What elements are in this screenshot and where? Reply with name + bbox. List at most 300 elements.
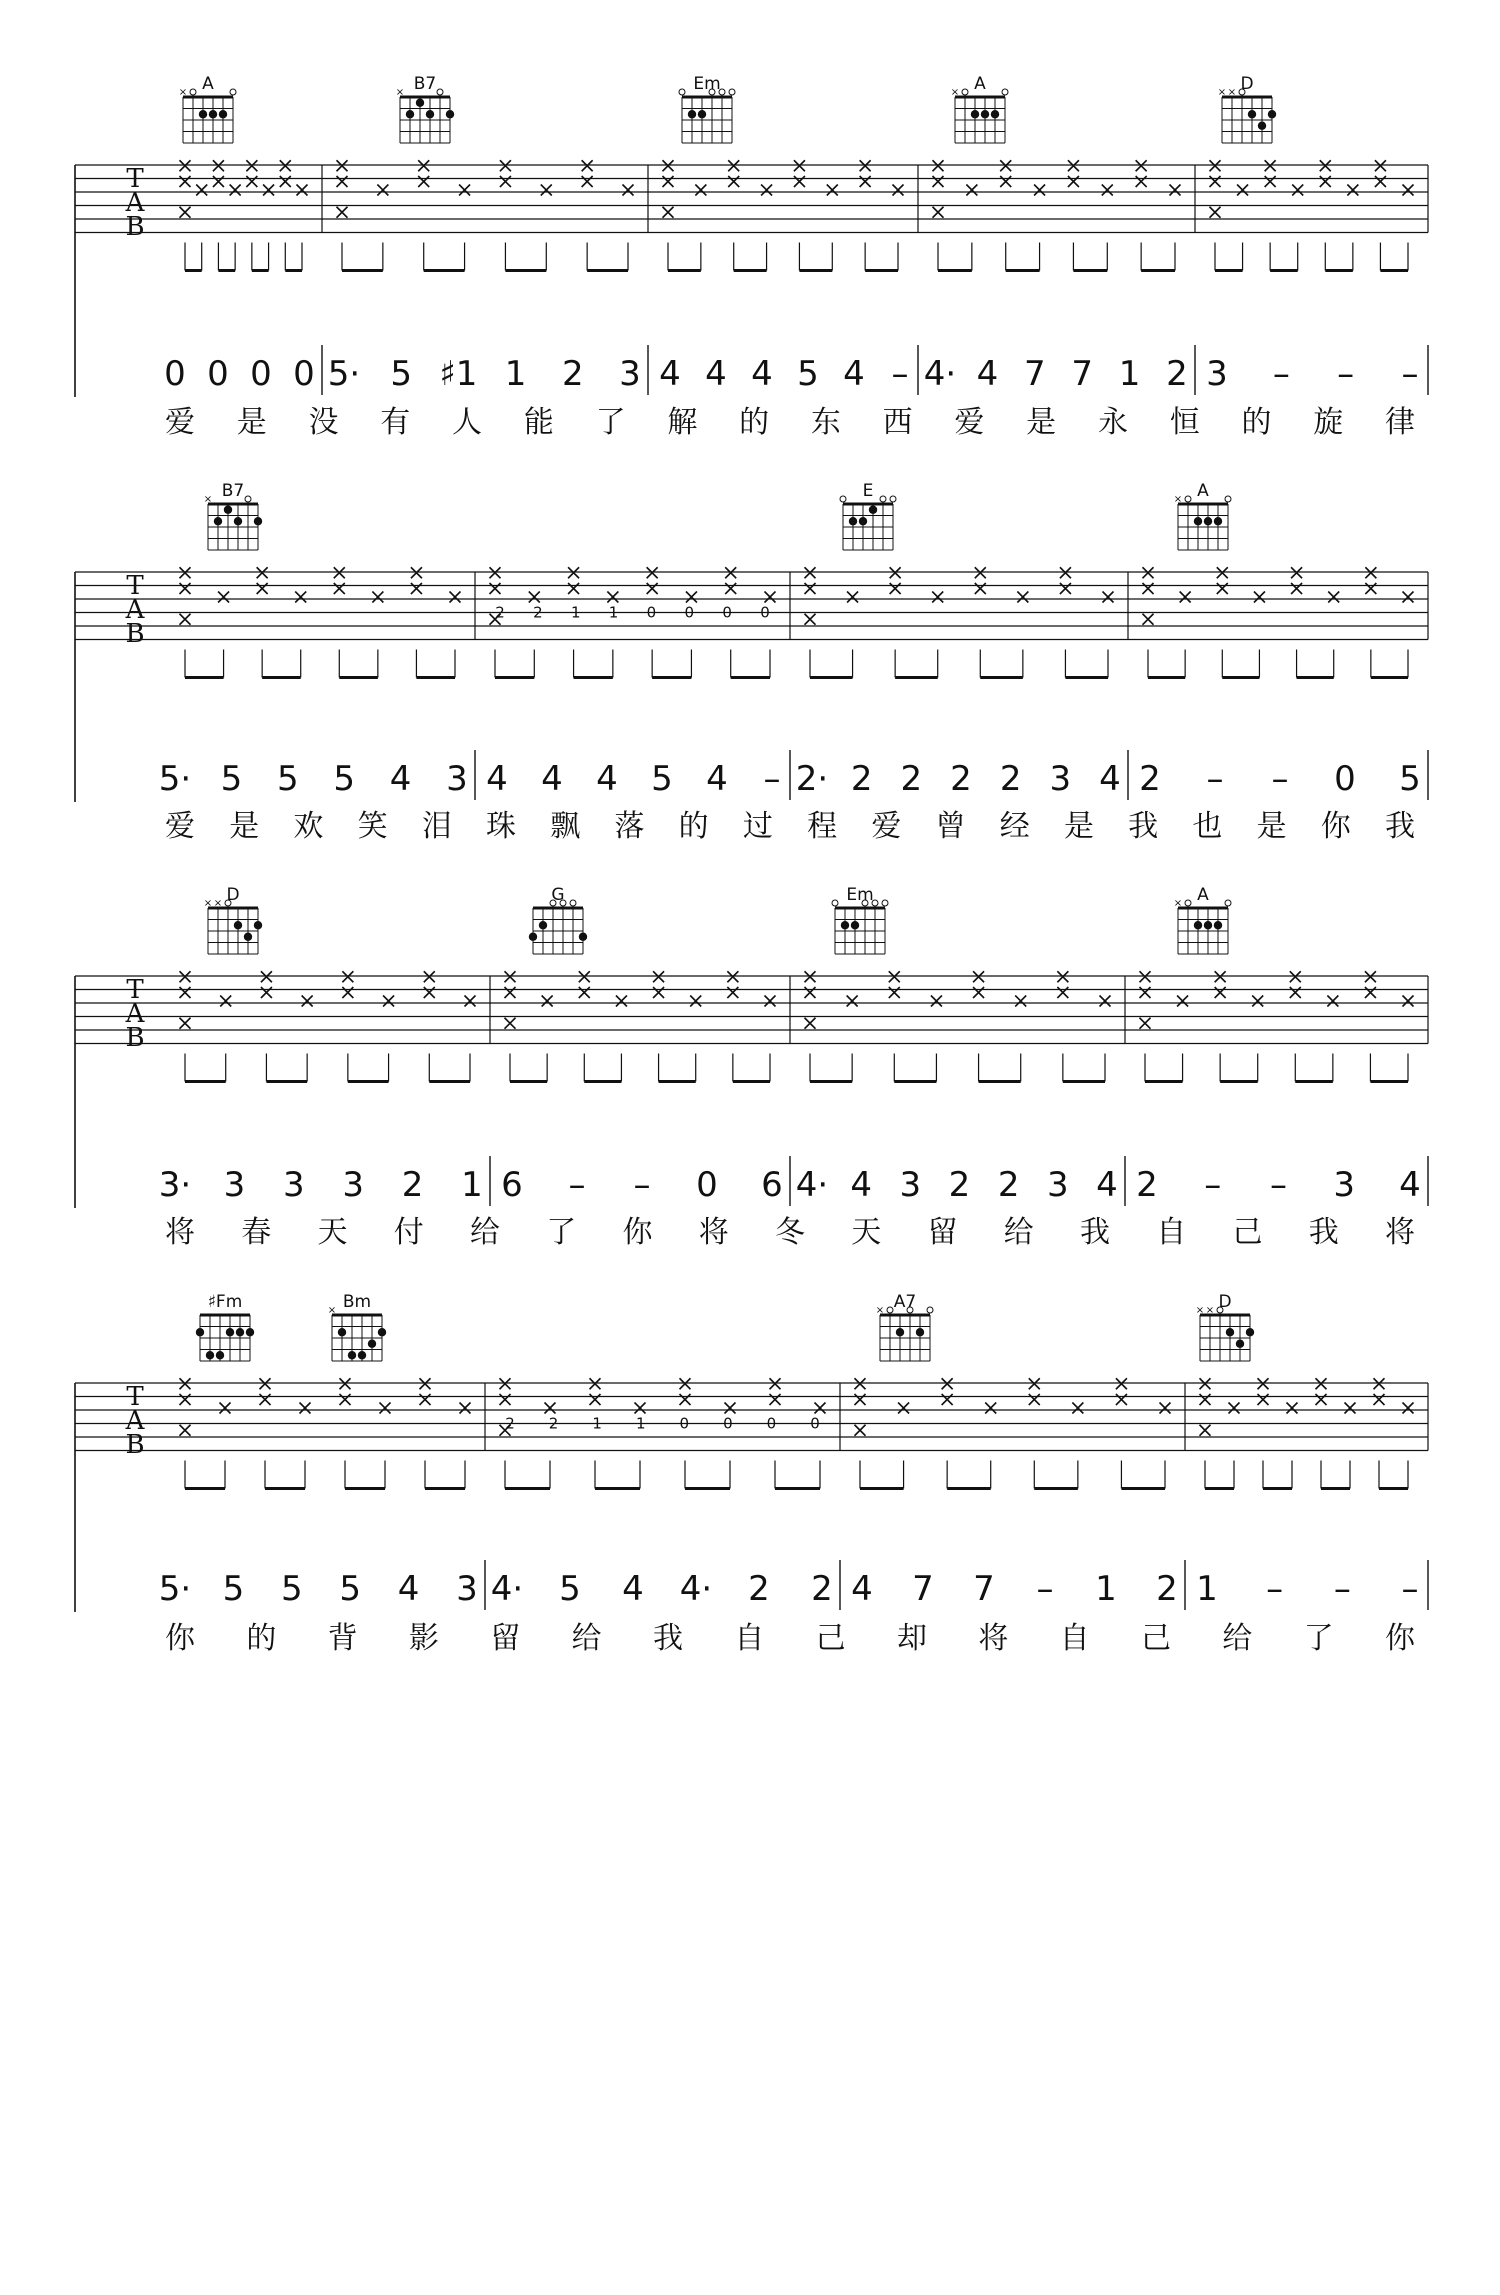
jianpu-note: 5 bbox=[220, 759, 243, 799]
strum-x-mark bbox=[1254, 592, 1265, 603]
strum-x-mark bbox=[263, 185, 274, 196]
strum-x-mark bbox=[686, 592, 697, 603]
strum-x-mark bbox=[1057, 987, 1068, 998]
finger-dot bbox=[1194, 921, 1202, 929]
strum-x-mark bbox=[342, 987, 353, 998]
lyric-character: 己 bbox=[1232, 1215, 1263, 1250]
strum-x-mark bbox=[1347, 185, 1358, 196]
strum-x-mark bbox=[334, 567, 345, 578]
lyric-character: 笑 bbox=[357, 809, 388, 844]
jianpu-note: – bbox=[568, 1165, 586, 1205]
lyric-character: 却 bbox=[897, 1621, 927, 1656]
finger-dot bbox=[348, 1351, 356, 1359]
finger-dot bbox=[1246, 1328, 1254, 1336]
strum-x-mark bbox=[180, 160, 191, 171]
strum-x-mark bbox=[340, 1394, 351, 1405]
strum-x-mark bbox=[1160, 1403, 1171, 1414]
jianpu-note: 2 bbox=[1136, 1165, 1158, 1205]
finger-dot bbox=[916, 1328, 924, 1336]
strum-x-mark bbox=[420, 1394, 431, 1405]
strum-x-mark bbox=[860, 160, 871, 171]
strum-x-mark bbox=[424, 987, 435, 998]
jianpu-note: 5 bbox=[559, 1569, 581, 1609]
strum-x-mark bbox=[725, 1403, 736, 1414]
jianpu-note: 3 bbox=[223, 1165, 246, 1205]
strum-x-mark bbox=[1365, 567, 1376, 578]
strum-x-mark bbox=[1375, 160, 1386, 171]
strum-x-mark bbox=[1374, 1394, 1385, 1405]
strum-x-mark bbox=[933, 160, 944, 171]
mute-mark: × bbox=[395, 87, 405, 98]
strum-x-mark bbox=[490, 583, 501, 594]
lyric-character: 旋 bbox=[1313, 405, 1344, 440]
strum-pattern bbox=[490, 567, 776, 677]
jianpu-note: 4 bbox=[397, 1569, 420, 1609]
strum-x-mark bbox=[180, 987, 191, 998]
tab-fret-number: 0 bbox=[722, 603, 732, 622]
finger-dot bbox=[1236, 1340, 1244, 1348]
tab-fret-number: 0 bbox=[684, 603, 695, 622]
tab-fret-number: 0 bbox=[723, 1414, 733, 1433]
mute-mark: × bbox=[1227, 87, 1237, 98]
lyric-character: 过 bbox=[742, 809, 773, 844]
mute-mark: × bbox=[203, 494, 213, 505]
strum-x-mark bbox=[1100, 996, 1111, 1007]
strum-x-mark bbox=[1365, 583, 1376, 594]
open-string-mark bbox=[1225, 900, 1231, 906]
strum-x-mark bbox=[418, 160, 429, 171]
chord-name: Em bbox=[846, 885, 874, 905]
strum-x-mark bbox=[582, 160, 593, 171]
lyric-character: 的 bbox=[739, 405, 770, 440]
jianpu-note: 5 bbox=[280, 1569, 303, 1609]
strum-x-mark bbox=[1403, 996, 1414, 1007]
tab-clef-letter: B bbox=[125, 1023, 145, 1053]
strum-x-mark bbox=[340, 1378, 351, 1389]
strum-x-mark bbox=[500, 160, 511, 171]
strum-x-mark bbox=[727, 971, 738, 982]
jianpu-note: 5 bbox=[1399, 759, 1421, 799]
strum-x-mark bbox=[1365, 971, 1376, 982]
jianpu-note: 2 bbox=[748, 1569, 770, 1609]
finger-dot bbox=[851, 921, 859, 929]
strum-x-mark bbox=[1116, 1394, 1127, 1405]
open-string-mark bbox=[230, 89, 236, 95]
jianpu-note: 6 bbox=[501, 1165, 523, 1205]
chord-name: D bbox=[1218, 1292, 1232, 1312]
strum-x-mark bbox=[761, 185, 772, 196]
tab-clef-letter: A bbox=[125, 1406, 145, 1436]
jianpu-note: 2 bbox=[950, 759, 972, 799]
strum-x-mark bbox=[1068, 160, 1079, 171]
jianpu-note: 2 bbox=[1166, 354, 1188, 394]
strum-x-mark bbox=[1365, 987, 1376, 998]
strum-x-mark bbox=[1258, 1378, 1269, 1389]
strum-x-mark bbox=[1403, 185, 1414, 196]
open-string-mark bbox=[729, 89, 735, 95]
strum-x-mark bbox=[260, 1378, 271, 1389]
strum-x-mark bbox=[975, 583, 986, 594]
strum-x-mark bbox=[890, 567, 901, 578]
tab-fret-number: 2 bbox=[548, 1414, 559, 1433]
strum-x-mark bbox=[334, 583, 345, 594]
strum-x-mark bbox=[337, 207, 348, 218]
strum-x-mark bbox=[1215, 987, 1226, 998]
strum-x-mark bbox=[1217, 567, 1228, 578]
jianpu-note: 2 bbox=[900, 759, 923, 799]
strum-x-mark bbox=[541, 185, 552, 196]
mute-mark: × bbox=[1173, 494, 1183, 505]
lyric-character: 我 bbox=[653, 1621, 683, 1656]
strum-x-mark bbox=[1320, 160, 1331, 171]
chord-diagram bbox=[1218, 74, 1276, 143]
strum-x-mark bbox=[653, 987, 664, 998]
strum-x-mark bbox=[931, 996, 942, 1007]
open-string-mark bbox=[1225, 496, 1231, 502]
finger-dot bbox=[539, 921, 547, 929]
finger-dot bbox=[841, 921, 849, 929]
strum-x-mark bbox=[295, 592, 306, 603]
jianpu-note: 5 bbox=[339, 1569, 362, 1609]
score-system bbox=[75, 160, 1428, 440]
jianpu-note: – bbox=[1204, 1165, 1222, 1205]
tab-clef-letter: B bbox=[125, 1430, 145, 1460]
lyric-character: 是 bbox=[1026, 405, 1057, 440]
strum-x-mark bbox=[257, 583, 268, 594]
lyric-character: 付 bbox=[393, 1215, 424, 1250]
jianpu-note: – bbox=[1333, 1569, 1351, 1609]
jianpu-note: 4 bbox=[1096, 1165, 1118, 1205]
jianpu-note: 4 bbox=[622, 1569, 644, 1609]
chord-diagram bbox=[1174, 481, 1231, 550]
finger-dot bbox=[1258, 122, 1266, 130]
jianpu-note: 2 bbox=[948, 1165, 971, 1205]
lyric-character: 西 bbox=[882, 405, 913, 440]
jianpu-note: 7 bbox=[1023, 354, 1046, 394]
jianpu-note: 3 bbox=[456, 1569, 478, 1609]
jianpu-note: – bbox=[891, 354, 909, 394]
lyric-character: 背 bbox=[327, 1621, 358, 1656]
strum-x-mark bbox=[1136, 160, 1147, 171]
mute-mark: × bbox=[178, 87, 188, 98]
chord-diagram bbox=[529, 885, 587, 954]
jianpu-note: 2 bbox=[850, 759, 873, 799]
strum-x-mark bbox=[180, 1018, 191, 1029]
strum-x-mark bbox=[680, 1378, 691, 1389]
mute-mark: × bbox=[203, 898, 213, 909]
strum-x-mark bbox=[590, 1394, 601, 1405]
strum-pattern bbox=[805, 971, 1111, 1081]
tab-clef-letter: T bbox=[126, 164, 144, 194]
lyric-character: 永 bbox=[1097, 405, 1128, 440]
open-string-mark bbox=[927, 1307, 933, 1313]
jianpu-note: 4 bbox=[705, 354, 727, 394]
strum-x-mark bbox=[1265, 176, 1276, 187]
strum-x-mark bbox=[847, 592, 858, 603]
lyric-character: 爱 bbox=[165, 809, 195, 844]
strum-x-mark bbox=[490, 567, 501, 578]
jianpu-note: 4 bbox=[1399, 1165, 1421, 1205]
jianpu-note: 3 bbox=[1333, 1165, 1356, 1205]
lyric-character: 东 bbox=[810, 405, 841, 440]
tab-fret-number: 0 bbox=[810, 1414, 820, 1433]
jianpu-note: 3 bbox=[282, 1165, 305, 1205]
strum-x-mark bbox=[180, 567, 191, 578]
strum-x-mark bbox=[213, 160, 224, 171]
strum-x-mark bbox=[1265, 160, 1276, 171]
strum-x-mark bbox=[1345, 1403, 1356, 1414]
strum-x-mark bbox=[1320, 176, 1331, 187]
strum-x-mark bbox=[653, 971, 664, 982]
strum-x-mark bbox=[1180, 592, 1191, 603]
tab-clef-letter: T bbox=[126, 1382, 144, 1412]
chord-diagram bbox=[840, 481, 896, 550]
strum-x-mark bbox=[246, 160, 257, 171]
jianpu-note: 1 bbox=[461, 1165, 483, 1205]
strum-x-mark bbox=[542, 996, 553, 1007]
jianpu-note: 4 bbox=[751, 354, 773, 394]
tab-fret-number: 0 bbox=[760, 603, 770, 622]
strum-x-mark bbox=[1215, 971, 1226, 982]
jianpu-note: 3 bbox=[446, 759, 468, 799]
lyric-character: 爱 bbox=[871, 809, 902, 844]
strum-x-mark bbox=[1316, 1378, 1327, 1389]
chord-diagram bbox=[951, 74, 1008, 143]
strum-x-mark bbox=[794, 176, 805, 187]
chord-name: E bbox=[862, 481, 874, 501]
lyric-character: 爱 bbox=[954, 405, 985, 440]
lyric-character: 将 bbox=[165, 1215, 195, 1250]
finger-dot bbox=[338, 1328, 346, 1336]
strum-x-mark bbox=[1136, 176, 1147, 187]
tab-clef-letter: A bbox=[125, 188, 145, 218]
jianpu-note: 3· bbox=[158, 1165, 192, 1205]
strum-x-mark bbox=[257, 567, 268, 578]
strum-x-mark bbox=[460, 1403, 471, 1414]
chord-name: A bbox=[974, 74, 986, 94]
strum-x-mark bbox=[889, 987, 900, 998]
strum-x-mark bbox=[220, 1403, 231, 1414]
open-string-mark bbox=[679, 89, 685, 95]
strum-x-mark bbox=[1143, 567, 1154, 578]
jianpu-note: 7 bbox=[912, 1569, 934, 1609]
strum-x-mark bbox=[725, 567, 736, 578]
open-string-mark bbox=[245, 496, 251, 502]
mute-mark: × bbox=[950, 87, 960, 98]
strum-pattern bbox=[805, 567, 1114, 677]
jianpu-note: 2 bbox=[811, 1569, 833, 1609]
finger-dot bbox=[1268, 110, 1276, 118]
strum-x-mark bbox=[1291, 567, 1302, 578]
strum-x-mark bbox=[1210, 176, 1221, 187]
finger-dot bbox=[246, 1328, 254, 1336]
jianpu-note: – bbox=[633, 1165, 651, 1205]
jianpu-note: 0 bbox=[293, 354, 315, 394]
lyric-character: 的 bbox=[246, 1621, 277, 1656]
strum-x-mark bbox=[1034, 185, 1045, 196]
jianpu-note: 4· bbox=[490, 1569, 524, 1609]
strum-x-mark bbox=[1143, 614, 1154, 625]
strum-x-mark bbox=[1403, 1403, 1414, 1414]
jianpu-note: 0 bbox=[250, 354, 272, 394]
strum-x-mark bbox=[1102, 185, 1113, 196]
chord-diagram bbox=[396, 74, 454, 143]
strum-x-mark bbox=[1375, 176, 1386, 187]
strum-x-mark bbox=[261, 971, 272, 982]
chord-name: Em bbox=[693, 74, 721, 94]
strum-x-mark bbox=[337, 176, 348, 187]
strum-x-mark bbox=[180, 1378, 191, 1389]
finger-dot bbox=[209, 110, 217, 118]
lyric-character: 己 bbox=[1141, 1621, 1171, 1656]
strum-x-mark bbox=[337, 160, 348, 171]
jianpu-note: 4 bbox=[659, 354, 681, 394]
jianpu-note: 3 bbox=[899, 1165, 922, 1205]
finger-dot bbox=[1214, 921, 1222, 929]
tab-fret-number: 1 bbox=[592, 1414, 602, 1433]
lyric-character: 自 bbox=[1156, 1215, 1187, 1250]
jianpu-note: 4 bbox=[706, 759, 728, 799]
score-system bbox=[75, 971, 1428, 1250]
finger-dot bbox=[254, 921, 262, 929]
jianpu-note: 4 bbox=[976, 354, 999, 394]
finger-dot bbox=[1214, 517, 1222, 525]
strum-x-mark bbox=[966, 185, 977, 196]
jianpu-note: – bbox=[1266, 1569, 1284, 1609]
chord-name: A7 bbox=[893, 1292, 917, 1312]
strum-x-mark bbox=[568, 567, 579, 578]
mute-mark: × bbox=[213, 898, 223, 909]
lyric-character: 我 bbox=[1128, 809, 1159, 844]
strum-x-mark bbox=[1217, 583, 1228, 594]
jianpu-note: 5 bbox=[222, 1569, 245, 1609]
lyric-character: 给 bbox=[470, 1215, 500, 1250]
lyric-character: 也 bbox=[1192, 809, 1223, 844]
strum-x-mark bbox=[1029, 1378, 1040, 1389]
jianpu-note: 2 bbox=[999, 759, 1022, 799]
mute-mark: × bbox=[1217, 87, 1227, 98]
lyric-character: 自 bbox=[734, 1621, 765, 1656]
jianpu-note: – bbox=[1272, 354, 1290, 394]
strum-x-mark bbox=[1258, 1394, 1269, 1405]
strum-x-mark bbox=[220, 996, 231, 1007]
lyric-character: 是 bbox=[236, 405, 267, 440]
chord-name: A bbox=[1197, 481, 1209, 501]
jianpu-note: – bbox=[763, 759, 781, 799]
strum-pattern bbox=[180, 1378, 471, 1488]
finger-dot bbox=[368, 1340, 376, 1348]
lyric-character: 你 bbox=[165, 1621, 195, 1656]
strum-x-mark bbox=[663, 160, 674, 171]
finger-dot bbox=[1248, 110, 1256, 118]
chord-name: D bbox=[226, 885, 240, 905]
finger-dot bbox=[869, 506, 877, 514]
jianpu-note: – bbox=[1206, 759, 1224, 799]
jianpu-note: 4 bbox=[850, 1165, 872, 1205]
strum-x-mark bbox=[230, 185, 241, 196]
chord-diagram bbox=[832, 885, 888, 954]
finger-dot bbox=[688, 110, 696, 118]
jianpu-note: 5 bbox=[651, 759, 673, 799]
strum-x-mark bbox=[805, 987, 816, 998]
strum-x-mark bbox=[261, 987, 272, 998]
strum-x-mark bbox=[1140, 1018, 1151, 1029]
jianpu-note: ♯1 bbox=[439, 354, 478, 394]
strum-x-mark bbox=[505, 987, 516, 998]
strum-x-mark bbox=[420, 1378, 431, 1389]
lyric-character: 是 bbox=[1063, 809, 1094, 844]
jianpu-note: 3 bbox=[1049, 759, 1072, 799]
lyric-character: 的 bbox=[1241, 405, 1272, 440]
tab-clef-letter: B bbox=[125, 619, 145, 649]
strum-x-mark bbox=[1200, 1425, 1211, 1436]
strum-x-mark bbox=[505, 1018, 516, 1029]
strum-x-mark bbox=[680, 1394, 691, 1405]
strum-x-mark bbox=[827, 185, 838, 196]
tab-fret-number: 1 bbox=[608, 603, 619, 622]
jianpu-note: 3 bbox=[619, 354, 641, 394]
strum-x-mark bbox=[1200, 1378, 1211, 1389]
open-string-mark bbox=[887, 1307, 893, 1313]
lyric-character: 留 bbox=[490, 1621, 521, 1656]
strum-x-mark bbox=[297, 185, 308, 196]
finger-dot bbox=[416, 99, 424, 107]
open-string-mark bbox=[437, 89, 443, 95]
lyric-character: 爱 bbox=[165, 405, 195, 440]
lyric-character: 珠 bbox=[486, 809, 517, 844]
lyric-character: 你 bbox=[622, 1215, 653, 1250]
strum-x-mark bbox=[529, 592, 540, 603]
strum-x-mark bbox=[805, 567, 816, 578]
lyric-character: 己 bbox=[815, 1621, 846, 1656]
jianpu-note: 2 bbox=[997, 1165, 1020, 1205]
strum-x-mark bbox=[579, 971, 590, 982]
strum-pattern bbox=[855, 1378, 1171, 1488]
lyric-character: 解 bbox=[667, 405, 698, 440]
tab-clef-letter: A bbox=[125, 999, 145, 1029]
strum-x-mark bbox=[377, 185, 388, 196]
finger-dot bbox=[234, 921, 242, 929]
strum-x-mark bbox=[973, 971, 984, 982]
tab-fret-number: 1 bbox=[635, 1414, 646, 1433]
finger-dot bbox=[698, 110, 706, 118]
open-string-mark bbox=[962, 89, 968, 95]
strum-x-mark bbox=[942, 1394, 953, 1405]
finger-dot bbox=[529, 933, 537, 941]
chord-name: B7 bbox=[413, 74, 437, 94]
strum-x-mark bbox=[623, 185, 634, 196]
lyric-character: 能 bbox=[523, 405, 554, 440]
strum-x-mark bbox=[1403, 592, 1414, 603]
chord-name: A bbox=[1197, 885, 1209, 905]
strum-pattern bbox=[933, 160, 1181, 270]
jianpu-note: 4 bbox=[596, 759, 618, 799]
score-system bbox=[75, 1378, 1428, 1656]
finger-dot bbox=[244, 933, 252, 941]
strum-x-mark bbox=[607, 592, 618, 603]
strum-x-mark bbox=[1237, 185, 1248, 196]
strum-x-mark bbox=[770, 1394, 781, 1405]
strum-x-mark bbox=[260, 1394, 271, 1405]
strum-x-mark bbox=[973, 987, 984, 998]
strum-x-mark bbox=[663, 176, 674, 187]
jianpu-note: 1 bbox=[1118, 354, 1141, 394]
score-system bbox=[75, 567, 1428, 844]
chord-name: D bbox=[1240, 74, 1254, 94]
strum-x-mark bbox=[725, 583, 736, 594]
strum-x-mark bbox=[1290, 987, 1301, 998]
lyric-character: 经 bbox=[999, 809, 1030, 844]
